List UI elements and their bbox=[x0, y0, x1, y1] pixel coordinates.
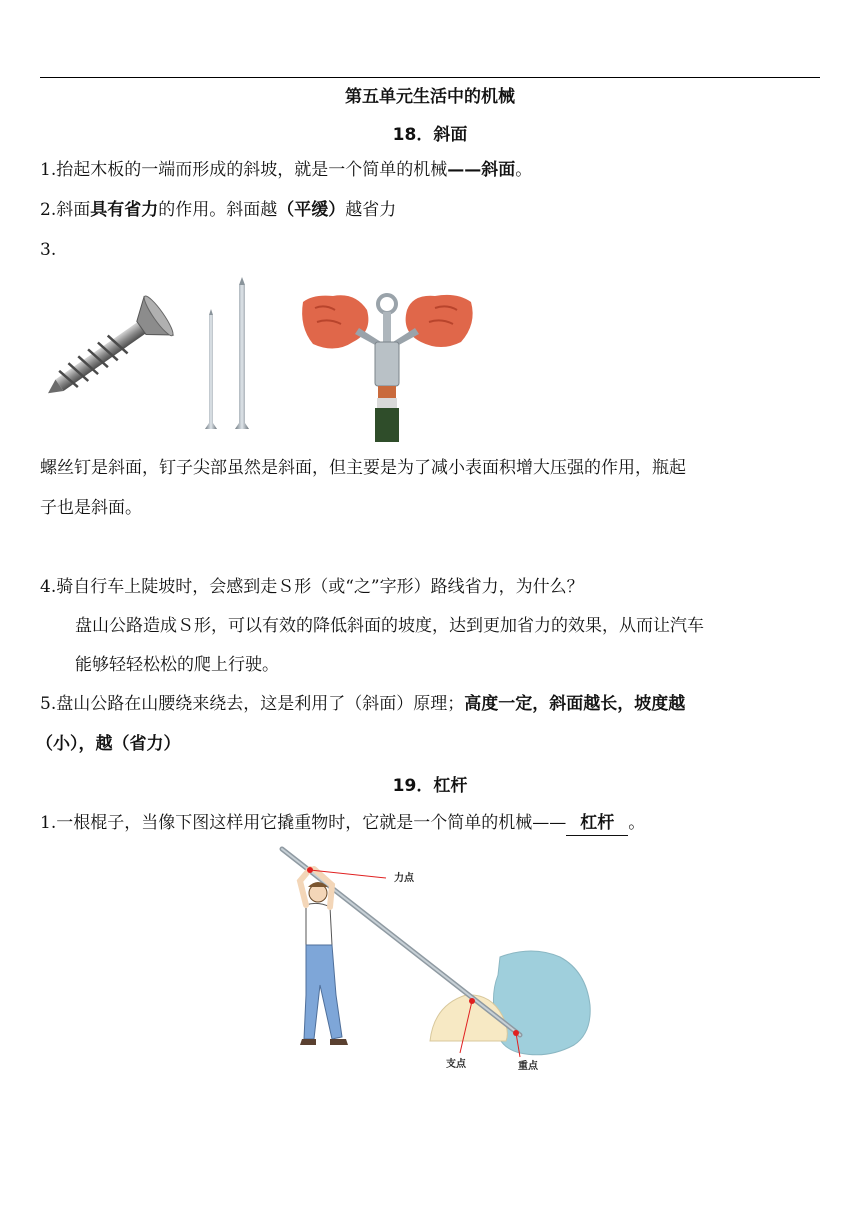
lesson19-item1 bbox=[40, 811, 645, 836]
lesson18-item1 bbox=[40, 158, 532, 182]
lesson18-item2 bbox=[40, 198, 396, 222]
lesson18-item3: 3. bbox=[40, 240, 57, 260]
lesson19-title: 19．杠杆 bbox=[392, 776, 468, 796]
lesson18-item4-answer1: 盘山公路造成Ｓ形，可以有效的降低斜面的坡度，达到更加省力的效果，从而让汽车 bbox=[75, 616, 704, 636]
fulcrum-point-label: 支点 bbox=[446, 1059, 466, 1070]
lesson19-item1-suffix: 。 bbox=[628, 813, 646, 833]
caption-line2: 子也是斜面。 bbox=[40, 498, 142, 518]
lesson18-item5-cont bbox=[36, 732, 181, 756]
item1-text: 1.抬起木板的一端而形成的斜坡，就是一个简单的机械 bbox=[40, 160, 448, 180]
item2-c: 的作用。斜面越 bbox=[158, 200, 278, 220]
screw-image bbox=[40, 282, 175, 422]
item1-suffix: 。 bbox=[515, 160, 533, 180]
lever-answer-blank: 杠杆 bbox=[566, 811, 628, 836]
unit-title: 第五单元生活中的机械 bbox=[345, 87, 515, 107]
header-rule bbox=[40, 77, 820, 78]
item2-e: 越省力 bbox=[345, 200, 397, 220]
rock-shape bbox=[493, 951, 590, 1055]
bottle-opener-image bbox=[295, 282, 480, 442]
caption-line1: 螺丝钉是斜面，钉子尖部虽然是斜面，但主要是为了减小表面积增大压强的作用，瓶起 bbox=[40, 458, 686, 478]
item5-a: 5.盘山公路在山腰绕来绕去，这是利用了（斜面）原理； bbox=[40, 694, 465, 714]
item5-b: 高度一定，斜面越长，坡度越 bbox=[464, 694, 686, 714]
item1-bold: ——斜面 bbox=[447, 160, 516, 180]
load-point-label: 重点 bbox=[518, 1061, 538, 1072]
lesson18-title: 18．斜面 bbox=[392, 125, 468, 145]
item2-a: 2.斜面 bbox=[40, 200, 91, 220]
item2-b: 具有省力 bbox=[90, 200, 159, 220]
lesson18-item5 bbox=[40, 692, 685, 716]
lever-illustration bbox=[270, 845, 610, 1075]
item2-d: （平缓） bbox=[277, 200, 346, 220]
lesson18-item4-answer2: 能够轻轻松松的爬上行驶。 bbox=[75, 655, 279, 675]
lesson18-item4-question: 4.骑自行车上陡坡时，会感到走Ｓ形（或“之”字形）路线省力，为什么？ bbox=[40, 577, 584, 597]
nails-image bbox=[195, 275, 260, 435]
lesson19-item1-text: 1.一根棍子，当像下图这样用它撬重物时，它就是一个简单的机械—— bbox=[40, 813, 567, 833]
effort-point-label: 力点 bbox=[394, 873, 414, 884]
item5-c: （小），越（省力） bbox=[36, 734, 181, 754]
